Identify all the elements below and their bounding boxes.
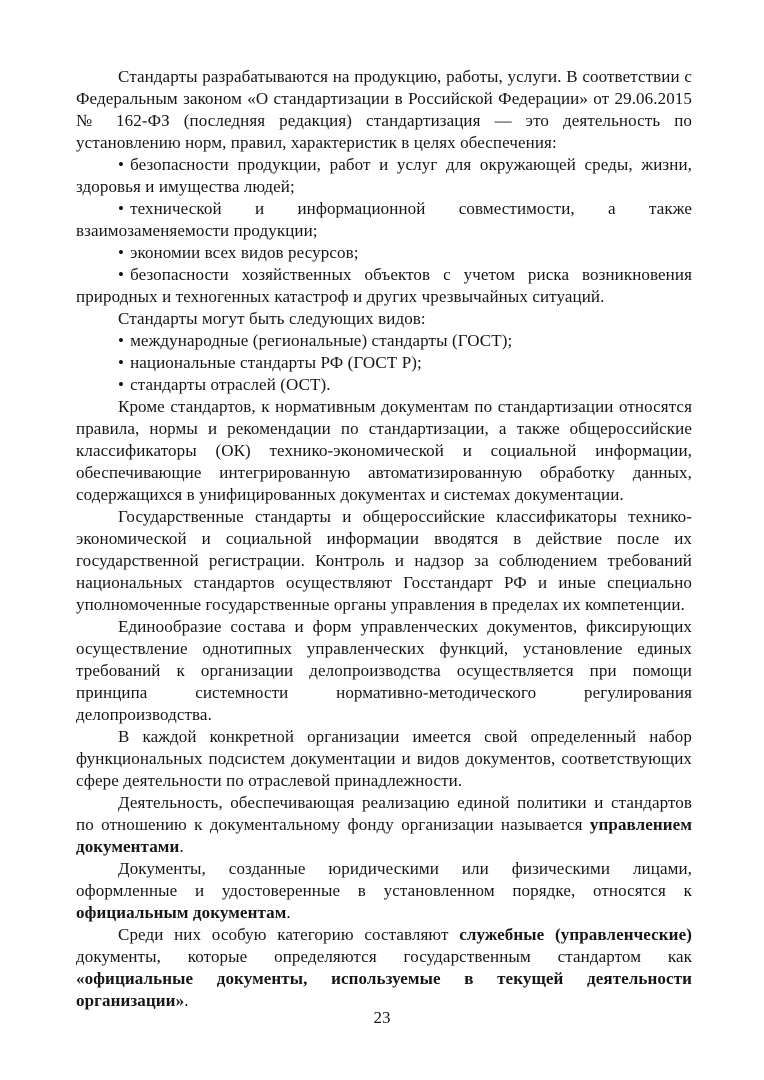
bullet-icon: • (118, 155, 125, 174)
bullet-item (76, 198, 692, 242)
paragraph (76, 858, 692, 924)
text-run: . (179, 837, 184, 856)
text-run: Стандарты разрабатываются на продукцию, работы, услуги. В соответствии с Федеральным законом «О стандартизации в Российской Федерации» от 29.06.2015 № 162-ФЗ (последняя редакция) стандартизация — это деятельность по установлению норм, правил, характеристик в целях обеспечения: (76, 67, 692, 152)
paragraph (76, 616, 692, 726)
text-run: . (184, 991, 189, 1010)
bullet-item (76, 242, 692, 264)
text-run: экономии всех видов ресурсов; (130, 243, 359, 262)
bullet-icon: • (118, 353, 125, 372)
text-run: Стандарты могут быть следующих видов: (118, 309, 426, 328)
document-body (76, 66, 692, 1012)
text-run: Документы, созданные юридическими или физическими лицами, оформленные и удостоверенные в установленном порядке, относятся к (76, 859, 692, 900)
bullet-icon: • (118, 375, 125, 394)
bullet-item (76, 330, 692, 352)
paragraph (76, 396, 692, 506)
paragraph (76, 308, 692, 330)
text-run: технической и информационной совместимости, а также взаимозаменяемости продукции; (76, 199, 692, 240)
bold-text-run: служебные (управленческие) (459, 925, 692, 944)
bold-text-run: «официальные документы, используемые в текущей деятельности организации» (76, 969, 692, 1010)
text-run: стандарты отраслей (ОСТ). (130, 375, 331, 394)
text-run: Кроме стандартов, к нормативным документам по стандартизации относятся правила, нормы и рекомендации по стандартизации, а также общероссийские классификаторы (ОК) технико-экономической и социальной информации, обеспечивающие интегрированную автоматизированную обработку данных, содержащихся в унифицированных документах и системах документации. (76, 397, 692, 504)
text-run: Государственные стандарты и общероссийские классификаторы технико-экономической и социальной информации вводятся в действие после их государственной регистрации. Контроль и надзор за соблюдением требований национальных стандартов осуществляют Госстандарт РФ и иные специально уполномоченные государственные органы управления в пределах их компетенции. (76, 507, 692, 614)
bullet-item (76, 264, 692, 308)
bullet-icon: • (118, 199, 125, 218)
bold-text-run: официальным документам (76, 903, 287, 922)
bullet-icon: • (118, 265, 125, 284)
bullet-icon: • (118, 331, 125, 350)
paragraph (76, 792, 692, 858)
page-number: 23 (373, 1008, 391, 1027)
bullet-item (76, 352, 692, 374)
text-run: документы, которые определяются государственным стандартом как (76, 947, 692, 966)
text-run: Единообразие состава и форм управленческих документов, фиксирующих осуществление однотипных управленческих функций, установление единых требований к организации делопроизводства осуществляется при помощи принципа системности нормативно-методического регулирования делопроизводства. (76, 617, 692, 724)
bold-text-run: управлением документами (76, 815, 692, 856)
text-run: Деятельность, обеспечивающая реализацию единой политики и стандартов по отношению к документальному фонду организации называется (76, 793, 692, 834)
text-run: национальные стандарты РФ (ГОСТ Р); (130, 353, 422, 372)
text-run: . (286, 903, 291, 922)
paragraph (76, 924, 692, 1012)
paragraph (76, 66, 692, 154)
text-run: безопасности продукции, работ и услуг для окружающей среды, жизни, здоровья и имущества людей; (76, 155, 692, 196)
text-run: Среди них особую категорию составляют (118, 925, 460, 944)
text-run: международные (региональные) стандарты (ГОСТ); (130, 331, 513, 350)
paragraph (76, 506, 692, 616)
paragraph (76, 726, 692, 792)
bullet-item (76, 154, 692, 198)
text-run: безопасности хозяйственных объектов с учетом риска возникновения природных и техногенных катастроф и других чрезвычайных ситуаций. (76, 265, 692, 306)
bullet-icon: • (118, 243, 125, 262)
text-run: В каждой конкретной организации имеется свой определенный набор функциональных подсистем документации и видов документов, соответствующих сфере деятельности по отраслевой принадлежности. (76, 727, 692, 790)
bullet-item (76, 374, 692, 396)
